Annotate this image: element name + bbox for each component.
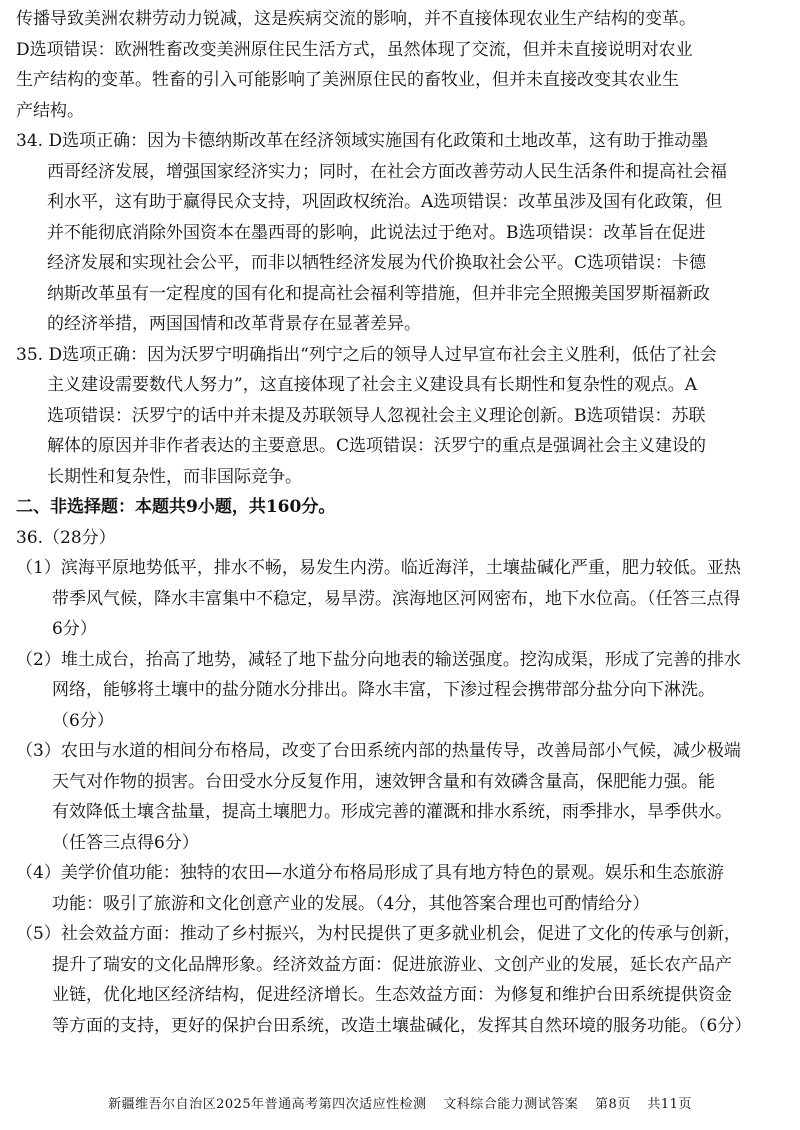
text-line: 提升了瑞安的文化品牌形象。经济效益方面：促进旅游业、文创产业的发展，延长农产品产 [52, 954, 732, 975]
text-line: 业链，优化地区经济结构，促进经济增长。生态效益方面：为修复和维护台田系统提供资金 [52, 985, 732, 1005]
text-line: 天气对作物的损害。台田受水分反复作用，速效钾含量和有效磷含量高，保肥能力强。能 [52, 771, 715, 792]
text-line: 长期性和复杂性，而非国际竞争。 [47, 466, 302, 487]
text-line: 利水平，这有助于赢得民众支持，巩固政权统治。A选项错误：改革虽涉及国有化政策，但 [47, 192, 723, 212]
text-line: 网络，能够将土壤中的盐分随水分排出。降水丰富，下渗过程会携带部分盐分向下淋洗。 [52, 680, 715, 700]
text-line: 的经济举措，两国国情和改革背景存在显著差异。 [47, 314, 421, 334]
text-line: （6分） [52, 710, 114, 731]
text-line: 产结构。 [16, 100, 84, 121]
text-line: （5）社会效益方面：推动了乡村振兴，为村民提供了更多就业机会，促进了文化的传承与创新， [16, 924, 741, 944]
text-line: 西哥经济发展，增强国家经济实力；同时，在社会方面改善劳动人民生活条件和提高社会福 [47, 161, 727, 182]
text-line: （2）堆土成台，抬高了地势，减轻了地下盐分向地表的输送强度。挖沟成渠，形成了完善的排水 [16, 649, 741, 670]
question-36-header: 36.（28分） [16, 527, 116, 548]
text-line: 选项错误：沃罗宁的话中并未提及苏联领导人忽视社会主义理论创新。B选项错误：苏联 [47, 405, 706, 426]
footer-page-number: 第8页 [594, 1097, 631, 1112]
footer-page-total: 共11页 [647, 1097, 692, 1112]
text-line: 35. D选项正确：因为沃罗宁明确指出“列宁之后的领导人过早宣布社会主义胜利，低估了社会 [16, 344, 717, 365]
continuation-paragraph [16, 4, 784, 126]
answer-36-part-2 [16, 645, 784, 737]
answer-36-part-1 [16, 553, 784, 645]
footer-exam-title: 新疆维吾尔自治区2025年普通高考第四次适应性检测 [108, 1097, 427, 1112]
text-line: （3）农田与水道的相间分布格局，改变了台田系统内部的热量传导，改善局部小气候，减少极端 [16, 741, 741, 761]
footer-subject: 文科综合能力测试答案 [443, 1097, 579, 1112]
text-line: D选项错误：欧洲牲畜改变美洲原住民生活方式，虽然体现了交流，但并未直接说明对农业 [16, 39, 693, 60]
text-line: 带季风气候，降水丰富集中不稳定，易旱涝。滨海地区河网密布，地下水位高。（任答三点得 [52, 588, 741, 609]
text-line: （4）美学价值功能：独特的农田—水道分布格局形成了具有地方特色的景观。娱乐和生态旅游 [16, 863, 724, 883]
text-line: 经济发展和实现社会公平，而非以牺牲经济发展为代价换取社会公平。C选项错误：卡德 [47, 253, 707, 273]
text-line: 6分） [52, 619, 97, 639]
text-line: 34. D选项正确：因为卡德纳斯改革在经济领域实施国有化政策和土地改革，这有助于推动墨 [16, 131, 709, 151]
text-line: （1）滨海平原地势低平，排水不畅，易发生内涝。临近海洋，土壤盐碱化严重，肥力较低。亚热 [16, 558, 741, 578]
answer-36-part-4 [16, 858, 784, 919]
text-line: 并不能彻底消除外国资本在墨西哥的影响，此说法过于绝对。B选项错误：改革旨在促进 [47, 222, 706, 243]
text-line: 纳斯改革虽有一定程度的国有化和提高社会福利等措施，但并非完全照搬美国罗斯福新政 [47, 283, 710, 304]
text-line: 生产结构的变革。牲畜的引入可能影响了美洲原住民的畜牧业，但并未直接改变其农业生 [16, 70, 679, 90]
text-line: 功能：吸引了旅游和文化创意产业的发展。（4分，其他答案合理也可酌情给分） [52, 893, 650, 914]
text-line: 解体的原因并非作者表达的主要意思。C选项错误：沃罗宁的重点是强调社会主义建设的 [47, 436, 707, 456]
text-line: 传播导致美洲农耕劳动力锐减，这是疾病交流的影响，并不直接体现农业生产结构的变革。 [16, 9, 696, 29]
page-footer [0, 1093, 800, 1112]
answer-36-part-5 [16, 919, 784, 1041]
answer-34 [16, 126, 784, 340]
section-heading: 二、非选择题：本题共9小题，共160分。 [16, 497, 336, 517]
answer-36-part-3 [16, 736, 784, 858]
text-line: 主义建设需要数代人努力”，这直接体现了社会主义建设具有长期性和复杂性的观点。A [47, 375, 697, 395]
text-line: 等方面的支持，更好的保护台田系统，改造土壤盐碱化，发挥其自然环境的服务功能。（6分） [52, 1015, 752, 1036]
text-line: （任答三点得6分） [52, 832, 199, 853]
text-line: 有效降低土壤含盐量，提高土壤肥力。形成完善的灌溉和排水系统，雨季排水，旱季供水。 [52, 802, 732, 822]
answer-35 [16, 340, 784, 493]
